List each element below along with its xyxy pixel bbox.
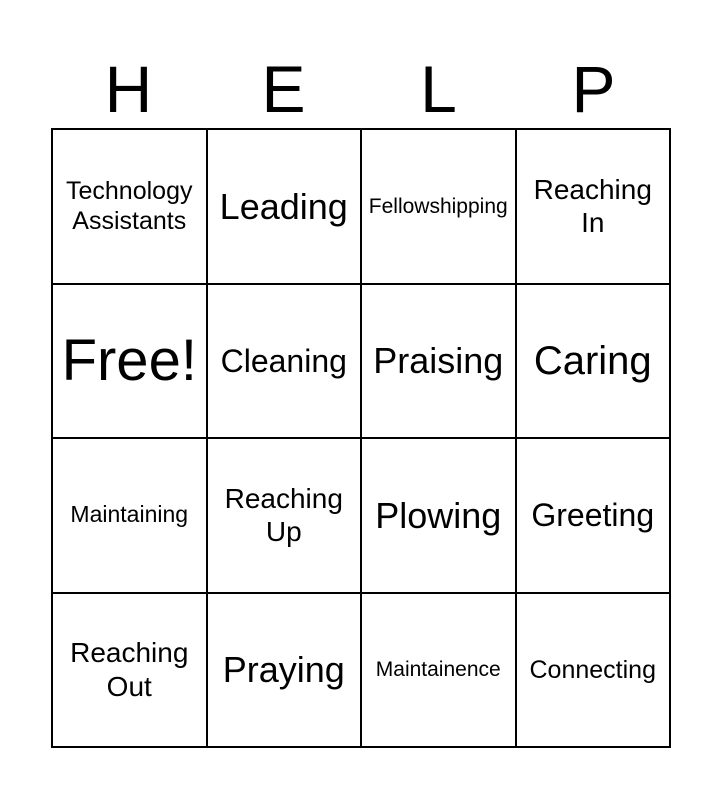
header-letter-l: L <box>420 52 457 126</box>
header-letter-p: P <box>571 52 616 126</box>
header-letter-h: H <box>104 52 153 126</box>
bingo-cell[interactable]: Leading <box>208 130 363 285</box>
bingo-cell[interactable]: Praying <box>208 594 363 749</box>
header-letter-e: E <box>261 52 306 126</box>
bingo-board <box>51 128 671 748</box>
bingo-cell[interactable]: Reaching In <box>517 130 672 285</box>
bingo-cell[interactable]: Reaching Up <box>208 439 363 594</box>
bingo-cell[interactable]: Maintaining <box>53 439 208 594</box>
bingo-header <box>51 50 671 128</box>
bingo-cell[interactable]: Greeting <box>517 439 672 594</box>
free-space-cell[interactable]: Free! <box>53 285 208 440</box>
bingo-cell[interactable]: Reaching Out <box>53 594 208 749</box>
bingo-cell[interactable]: Praising <box>362 285 517 440</box>
bingo-cell[interactable]: Maintainence <box>362 594 517 749</box>
bingo-cell[interactable]: Connecting <box>517 594 672 749</box>
bingo-cell[interactable]: Plowing <box>362 439 517 594</box>
bingo-cell[interactable]: Fellowshipping <box>362 130 517 285</box>
bingo-cell[interactable]: Cleaning <box>208 285 363 440</box>
bingo-cell[interactable]: Technology Assistants <box>53 130 208 285</box>
bingo-cell[interactable]: Caring <box>517 285 672 440</box>
